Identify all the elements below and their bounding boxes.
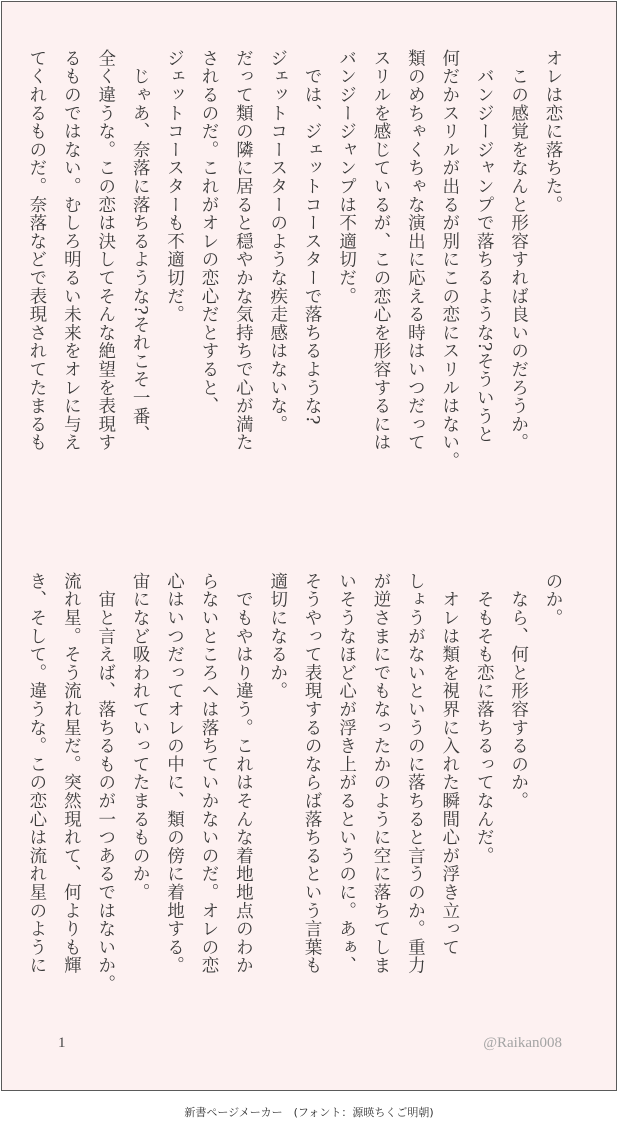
- text-line: オレは恋に落ちた。: [543, 49, 563, 214]
- text-line: 何だかスリルが出るが別にこの恋にスリルはない。: [439, 49, 460, 470]
- text-line: ジェットコースターのような疾走感はないな。: [267, 49, 288, 434]
- text-line: き、そして。違うな。この恋心は流れ星のように: [26, 572, 47, 975]
- text-line: るものではない。むしろ明るい未来をオレに与え: [61, 49, 82, 452]
- text-line: てくれるものだ。奈落などで表現されてたまるも: [26, 49, 47, 452]
- text-line: スリルを感じているが、この恋心を形容するには: [370, 49, 391, 452]
- text-line: しょうがないというのに落ちると言うのか。重力: [405, 572, 426, 975]
- text-line: では、ジェットコースターで落ちるような?: [302, 49, 323, 426]
- author-credit: @Raikan008: [483, 1035, 562, 1051]
- text-line: 宙になど吸われていってたまるものか。: [130, 572, 151, 902]
- lower-text-block: [26, 572, 570, 1012]
- text-line: じゃあ、奈落に落ちるような?それこそ一番、: [130, 49, 151, 444]
- text-line: なら、何と形容するのか。: [508, 572, 529, 810]
- text-line: オレは類を視界に入れた瞬間心が浮き立って: [439, 572, 460, 957]
- text-line: のか。: [543, 572, 563, 627]
- text-line: 流れ星。そう流れ星だ。突然現れて、何よりも輝: [61, 572, 82, 975]
- text-line: この感覚をなんと形容すれば良いのだろうか。: [508, 49, 529, 452]
- upper-text-block: [26, 49, 570, 534]
- text-line: 全く違うな。この恋は決してそんな絶望を表現す: [95, 49, 116, 452]
- page-frame: [1, 1, 617, 1091]
- text-line: バンジージャンプは不適切だ。: [336, 49, 357, 306]
- text-line: されるのだ。これがオレの恋心だとすると、: [198, 49, 219, 415]
- text-line: でもやはり違う。これはそんな着地地点のわか: [233, 572, 254, 975]
- footer-caption: 新書ページメーカー (フォント：源暎ちくご明朝): [184, 1106, 434, 1119]
- text-line: バンジージャンプで落ちるような?そういうと: [474, 49, 495, 444]
- text-line: そうやって表現するのならば落ちるという言葉も: [302, 572, 323, 975]
- text-line: 宙と言えば、落ちるものが一つあるではないか。: [95, 572, 116, 993]
- text-line: らないところへは落ちていかないのだ。オレの恋: [198, 572, 219, 975]
- page-number: 1: [58, 1035, 66, 1051]
- text-line: が逆さまにでもなったかのように空に落ちてしま: [370, 572, 391, 975]
- text-line: ジェットコースターも不適切だ。: [164, 49, 185, 324]
- text-line: 類のめちゃくちゃな演出に応える時はいつだって: [405, 49, 426, 452]
- text-line: 適切になるか。: [267, 572, 288, 701]
- text-line: いそうなほど心が浮き上がるというのに。あぁ、: [336, 572, 357, 975]
- text-line: 心はいつだってオレの中に、類の傍に着地する。: [164, 572, 185, 975]
- text-line: だって類の隣に居ると穏やかな気持ちで心が満た: [233, 49, 254, 452]
- text-line: そもそも恋に落ちるってなんだ。: [474, 572, 495, 865]
